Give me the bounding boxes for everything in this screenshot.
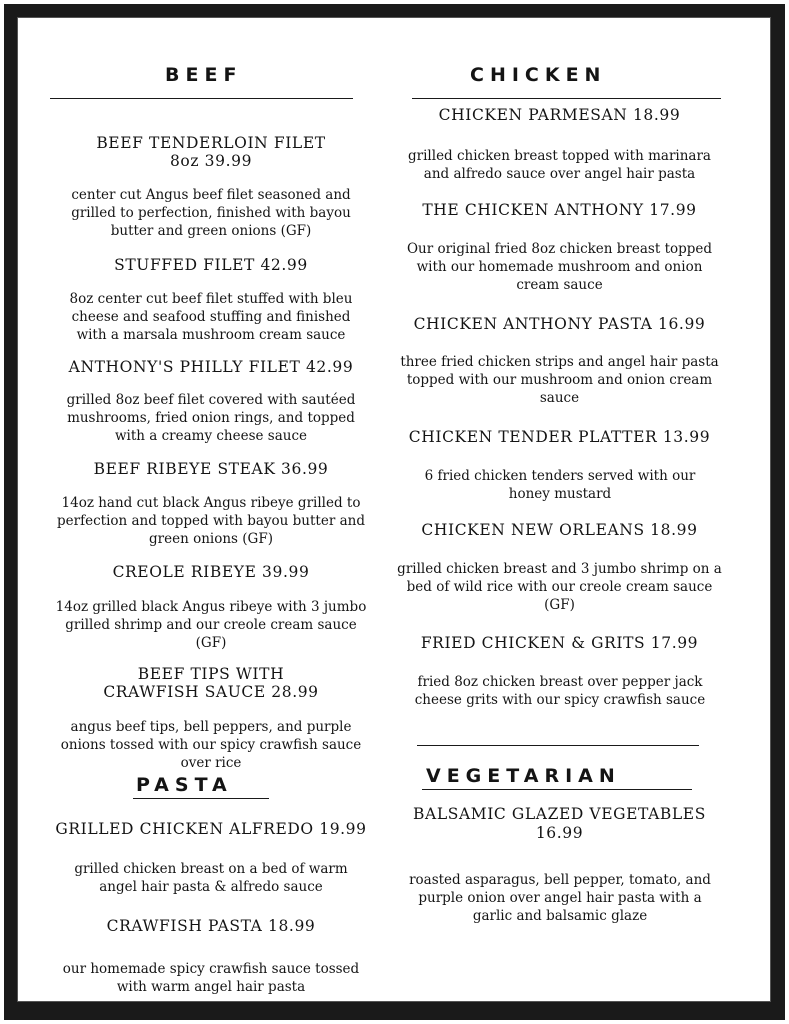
menu-item-name: FRIED CHICKEN & GRITS 17.99: [420, 634, 699, 652]
menu-item-description: 6 fried chicken tenders served with our honey mustard: [424, 468, 696, 502]
menu-item-name: CRAWFISH PASTA 18.99: [106, 917, 316, 935]
menu-item-description: grilled chicken breast and 3 jumbo shrimp on a bed of wild rice with our creole cream sauce (GF): [397, 561, 722, 613]
section-title-pasta: PASTA: [136, 774, 233, 796]
menu-item-name: CHICKEN PARMESAN 18.99: [438, 106, 681, 124]
pasta-underline: [133, 798, 269, 799]
menu-item-price: 8oz 39.99: [169, 152, 253, 170]
section-title-vegetarian: VEGETARIAN: [426, 765, 621, 787]
menu-item-description: fried 8oz chicken breast over pepper jack cheese grits with our spicy crawfish sauce: [414, 674, 706, 708]
menu-item-name: CHICKEN ANTHONY PASTA 16.99: [413, 315, 706, 333]
menu-item-name: CHICKEN TENDER PLATTER 13.99: [408, 428, 711, 446]
menu-item-name: BEEF RIBEYE STEAK 36.99: [93, 460, 329, 478]
menu-item-description: Our original fried 8oz chicken breast topped with our homemade mushroom and onion cream sauce: [406, 241, 713, 293]
menu-item-description: 14oz grilled black Angus ribeye with 3 jumbo grilled shrimp and our creole cream sauce (GF): [55, 599, 367, 651]
section-title-beef: BEEF: [165, 64, 243, 86]
menu-item-description: grilled 8oz beef filet covered with sautéed mushrooms, fried onion rings, and topped with a creamy cheese sauce: [66, 392, 356, 444]
menu-item-name: BEEF TENDERLOIN FILET: [96, 134, 326, 152]
menu-item-name: 16.99: [535, 824, 584, 842]
menu-item-name: CREOLE RIBEYE 39.99: [112, 563, 310, 581]
vegetarian-overline: [417, 745, 699, 746]
menu-item-name: CRAWFISH SAUCE 28.99: [103, 683, 319, 701]
menu-item-description: grilled chicken breast topped with marinara and alfredo sauce over angel hair pasta: [408, 148, 711, 182]
menu-item-description: center cut Angus beef filet seasoned and grilled to perfection, finished with bayou butter and green onions (GF): [71, 187, 351, 239]
menu-item-name: BALSAMIC GLAZED VEGETABLES: [413, 805, 706, 823]
menu-item-name: BEEF TIPS WITH: [137, 665, 285, 683]
menu-item-name: ANTHONY'S PHILLY FILET 42.99: [68, 358, 354, 376]
chicken-underline: [412, 98, 721, 99]
menu-item-description: 8oz center cut beef filet stuffed with bleu cheese and seafood stuffing and finished with a marsala mushroom cream sauce: [69, 291, 353, 343]
section-title-chicken: CHICKEN: [470, 64, 607, 86]
menu-item-description: angus beef tips, bell peppers, and purple onions tossed with our spicy crawfish sauce over rice: [60, 719, 362, 771]
vegetarian-underline: [422, 789, 692, 790]
menu-item-name: THE CHICKEN ANTHONY 17.99: [422, 201, 697, 219]
menu-item-description: grilled chicken breast on a bed of warm angel hair pasta & alfredo sauce: [74, 861, 348, 895]
menu-item-description: three fried chicken strips and angel hair pasta topped with our mushroom and onion cream sauce: [400, 354, 719, 406]
menu-item-name: CHICKEN NEW ORLEANS 18.99: [421, 521, 698, 539]
beef-underline: [50, 98, 353, 99]
menu-item-name: STUFFED FILET 42.99: [114, 256, 308, 274]
menu-item-name: GRILLED CHICKEN ALFREDO 19.99: [55, 820, 367, 838]
menu-item-description: roasted asparagus, bell pepper, tomato, and purple onion over angel hair pasta with a garlic and balsamic glaze: [409, 872, 711, 924]
menu-item-description: our homemade spicy crawfish sauce tossed with warm angel hair pasta: [62, 961, 360, 995]
menu-item-description: 14oz hand cut black Angus ribeye grilled to perfection and topped with bayou butter and green onions (GF): [57, 495, 365, 547]
